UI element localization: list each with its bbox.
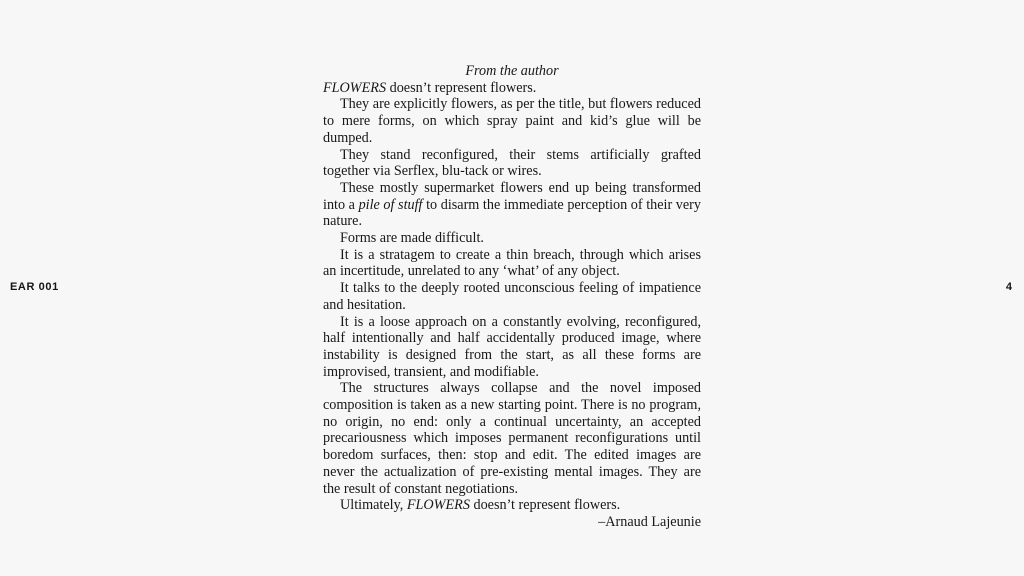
paragraph xyxy=(323,147,701,180)
paragraph xyxy=(323,96,701,146)
text-segment: They stand reconfigured, their stems artificially grafted together via Serflex, blu-tack or wires. xyxy=(323,146,701,180)
paragraph xyxy=(323,314,701,381)
text-segment: It is a loose approach on a constantly evolving, reconfigured, half intentionally and half accidentally produced image, where instability is designed from the start, as all these forms are improvised, transient, and modifiable. xyxy=(323,313,701,380)
edition-margin-label: EAR 001 xyxy=(10,281,59,293)
text-column xyxy=(323,63,701,531)
paragraph xyxy=(323,497,701,514)
body-paragraphs xyxy=(323,80,701,514)
paragraph xyxy=(323,247,701,280)
text-segment: These mostly supermarket flowers end up being transformed into a xyxy=(323,179,701,213)
text-segment: It talks to the deeply rooted unconscious feeling of impatience and hesitation. xyxy=(323,280,701,313)
text-segment: The structures always collapse and the novel imposed composition is taken as a new starting point. There is no program, no origin, no end: only a continual uncertainty, an accepted precariousness which imposes permanent reconfigurations until boredom surfaces, then: stop and edit. The edited images are never the actualization of pre-existing mental images. They are the result of constant negotiations. xyxy=(323,380,701,497)
italic-text-segment: pile of stuff xyxy=(358,196,423,213)
text-segment: to disarm the immediate perception of their very nature. xyxy=(323,196,702,230)
italic-text-segment: FLOWERS xyxy=(323,79,387,96)
author-signature: –Arnaud Lajeunie xyxy=(598,513,701,530)
section-title: From the author xyxy=(465,63,559,79)
paragraph xyxy=(323,80,701,97)
text-segment: It is a stratagem to create a thin breach, through which arises an incertitude, unrelated to any ‘what’ of any object. xyxy=(323,246,701,280)
text-segment: They are explicitly flowers, as per the title, but flowers reduced to mere forms, on which spray paint and kid’s glue will be dumped. xyxy=(323,96,701,146)
text-segment: doesn’t represent flowers. xyxy=(469,497,621,514)
page-number: 4 xyxy=(1005,281,1012,293)
text-segment: Ultimately, xyxy=(340,497,407,514)
text-segment: Forms are made difficult. xyxy=(340,230,484,247)
text-segment: doesn’t represent flowers. xyxy=(386,79,537,96)
paragraph xyxy=(323,280,701,313)
paragraph xyxy=(323,230,701,247)
italic-text-segment: FLOWERS xyxy=(406,497,470,514)
paragraph xyxy=(323,180,701,230)
paragraph xyxy=(323,380,701,497)
